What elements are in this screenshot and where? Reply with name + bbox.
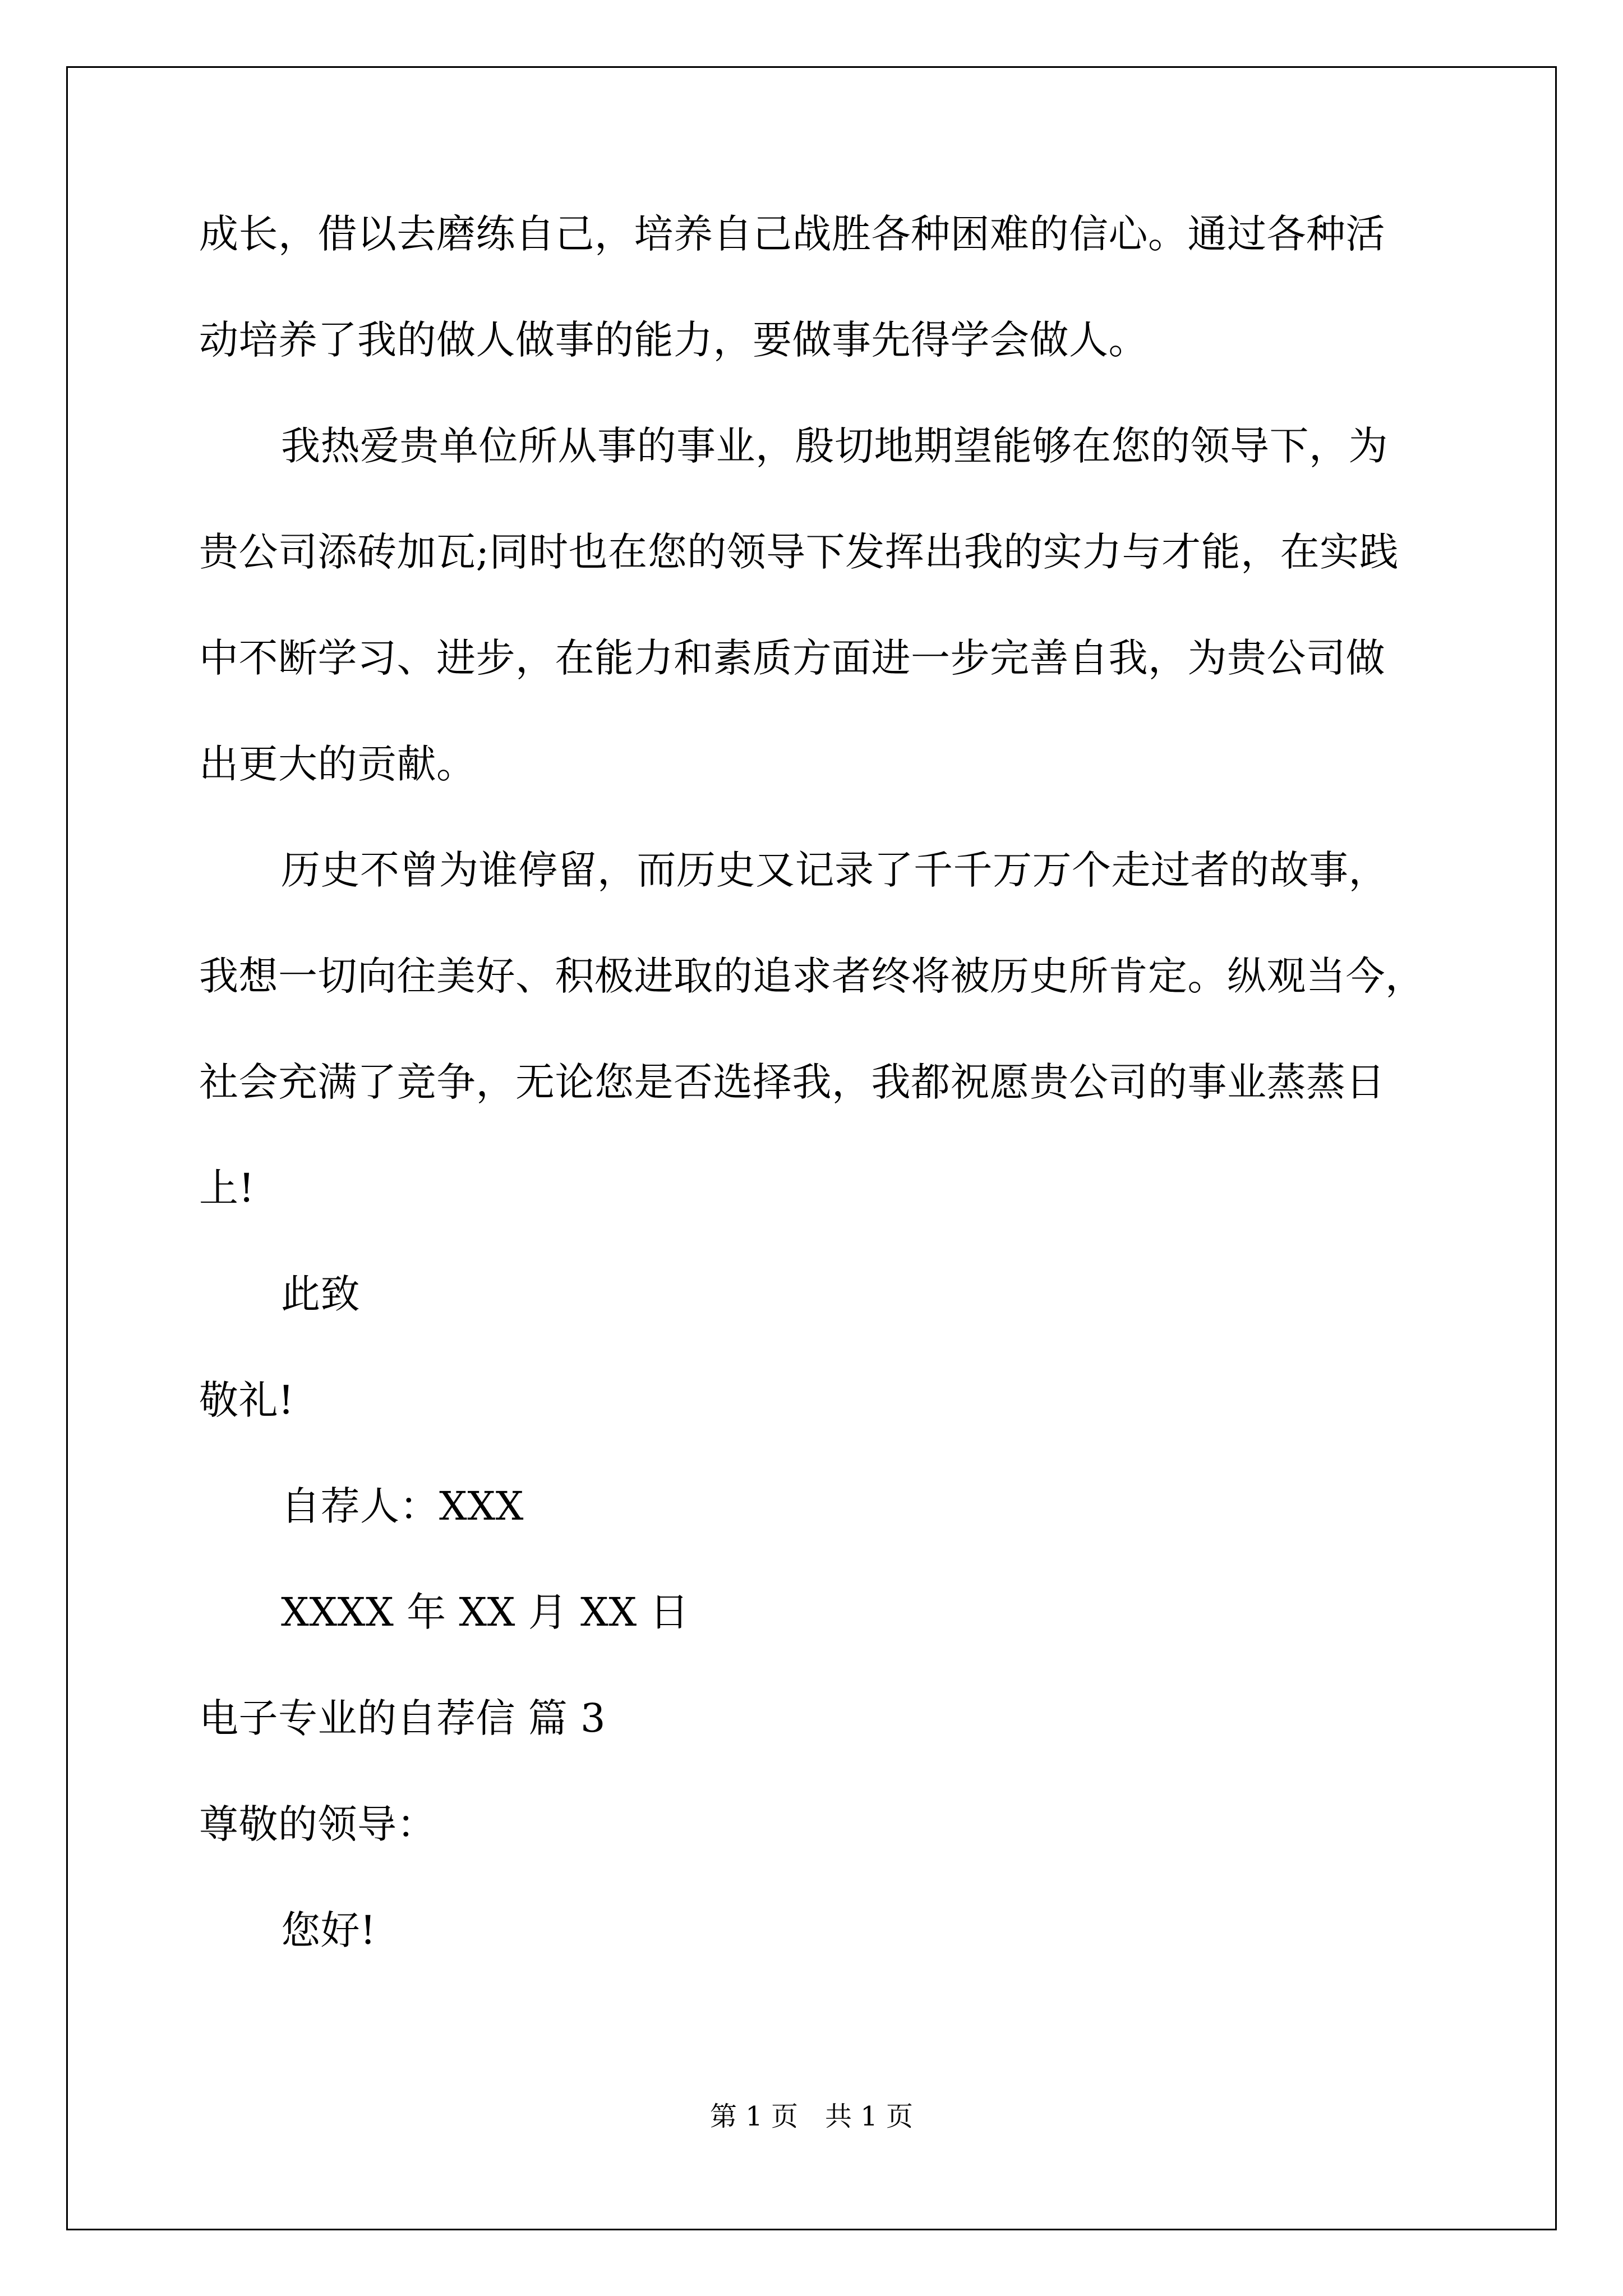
text-line: 出更大的贡献。	[199, 741, 476, 787]
section-heading: 电子专业的自荐信 篇 3	[199, 1695, 606, 1741]
text-line: 上!	[199, 1165, 255, 1211]
text-line: 动培养了我的做人做事的能力，要做事先得学会做人。	[199, 317, 1148, 363]
text-line: 社会充满了竞争，无论您是否选择我，我都祝愿贵公司的事业蒸蒸日	[199, 1059, 1385, 1105]
text-line: 成长，借以去磨练自己，培养自己战胜各种困难的信心。通过各种活	[199, 211, 1385, 257]
signature-line: 自荐人：XXX	[281, 1483, 524, 1529]
page-number-footer: 第 1 页 共 1 页	[709, 2101, 914, 2132]
document-body	[199, 208, 1455, 2010]
greeting-line: 尊敬的领导：	[199, 1801, 436, 1847]
text-line: 中不断学习、进步，在能力和素质方面进一步完善自我，为贵公司做	[199, 635, 1385, 681]
text-line: 贵公司添砖加瓦;同时也在您的领导下发挥出我的实力与才能，在实践	[199, 529, 1399, 575]
closing-regards: 敬礼!	[199, 1377, 294, 1423]
closing-salutation: 此致	[281, 1271, 360, 1317]
text-line: 我热爱贵单位所从事的事业，殷切地期望能够在您的领导下，为	[281, 423, 1388, 469]
text-line: 历史不曾为谁停留，而历史又记录了千千万万个走过者的故事，	[281, 847, 1388, 893]
date-line: XXXX 年 XX 月 XX 日	[281, 1589, 689, 1635]
greeting-hello: 您好!	[281, 1907, 376, 1953]
text-line: 我想一切向往美好、积极进取的追求者终将被历史所肯定。纵观当今，	[199, 953, 1425, 999]
